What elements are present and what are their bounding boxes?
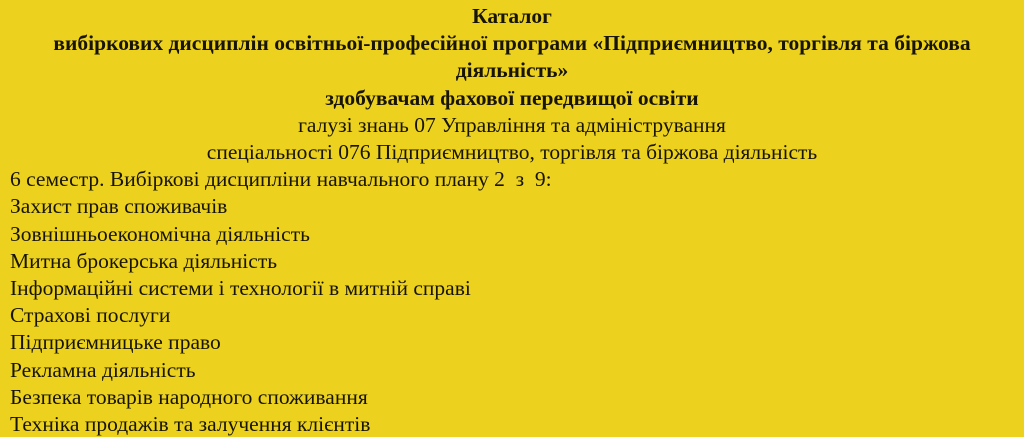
discipline-item: Підприємницьке право (10, 330, 221, 355)
field-of-knowledge-line: галузі знань 07 Управління та адміністрування (298, 112, 726, 137)
discipline-item: Страхові послуги (10, 303, 171, 328)
discipline-item: Рекламна діяльність (10, 357, 196, 382)
discipline-item: Безпека товарів народного споживання (10, 384, 368, 409)
discipline-item: Захист прав споживачів (10, 194, 228, 219)
program-title-line: вибіркових дисциплін освітньої-професійної програми «Підприємництво, торгівля та біржова (53, 31, 971, 56)
discipline-item: Зовнішньоекономічна діяльність (10, 221, 310, 246)
catalog-title: Каталог (472, 4, 552, 28)
program-title-line: діяльність» (455, 58, 569, 83)
audience-line: здобувачам фахової передвищої освіти (325, 85, 699, 110)
specialty-line: спеціальності 076 Підприємництво, торгівля та біржова діяльність (206, 140, 818, 165)
discipline-item: Митна брокерська діяльність (10, 248, 278, 273)
semester-line: 6 семестр. Вибіркові дисципліни навчального плану 2 з 9: (10, 167, 552, 192)
discipline-item: Інформаційні системи і технології в митній справі (10, 276, 471, 301)
discipline-item: Техніка продажів та залучення клієнтів (10, 412, 371, 437)
